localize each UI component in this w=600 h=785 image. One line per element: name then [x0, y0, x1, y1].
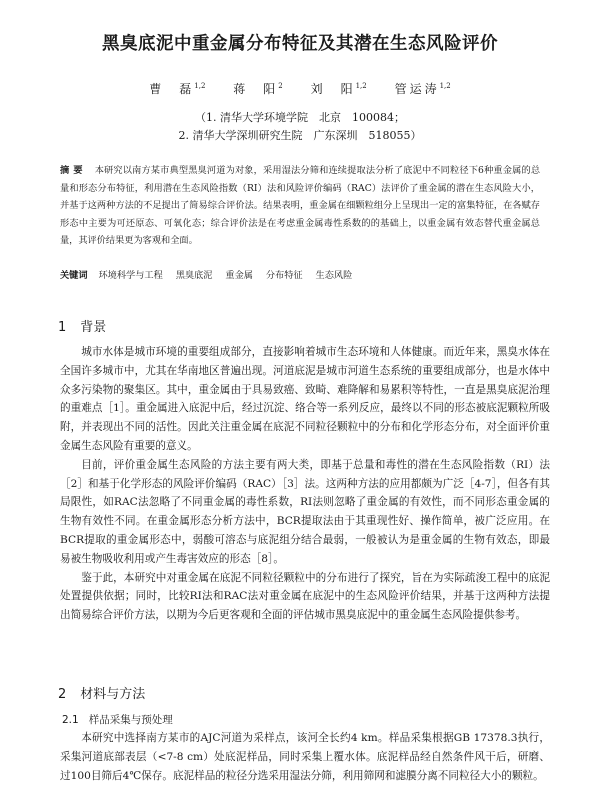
subsection-title: 样品采集与预处理: [88, 714, 173, 726]
author-affil-mark: 1,2: [355, 82, 367, 90]
author-4: [395, 82, 451, 96]
subsection-number: 2.1: [62, 714, 79, 726]
section-title: 材料与方法: [80, 687, 146, 702]
keyword: 黑臭底泥: [175, 270, 213, 281]
author-2: [233, 82, 282, 96]
author-affil-mark: 1,2: [439, 82, 451, 90]
keyword: 生态风险: [315, 270, 353, 281]
keywords-label: 关键词: [60, 270, 88, 281]
author-3: [311, 82, 367, 96]
author-affil-mark: 2: [278, 82, 283, 90]
subsection-heading: [62, 712, 173, 727]
paragraph: 本研究中选择南方某市的AJC河道为采样点，该河全长约4 km。样品采集根据GB 17378.3执行，采集河道底部表层（<7-8 cm）处底泥样品，同时采集上覆水体。底泥样品经自然条件风干后，研磨、过100目筛后4℃保存。底泥样品的粒径分选采用湿法分筛，利用筛网和滤膜分离不同粒径大小的颗粒。: [60, 732, 550, 782]
author-name: 管运涛: [394, 82, 440, 96]
paragraph: 目前，评价重金属生态风险的方法主要有两大类，即基于总量和毒性的潜在生态风险指数（RI）法［2］和基于化学形态的风险评价编码（RAC）［3］法。这两种方法的应用都颇为广泛［4-7］，但各有其局限性，如RAC法忽略了不同重金属的毒性系数，RI法则忽略了重金属的有效性，而不同形态重金属的生物有效性不同。在重金属形态分析方法中，BCR提取法由于其重现性好、操作简单，被广泛应用。在BCR提取的重金属形态中，弱酸可溶态与底泥组分结合最弱，一般被认为是重金属的生物有效态，即最易被生物吸收利用或产生毒害效应的形态［8］。: [60, 458, 550, 565]
abstract: [60, 162, 540, 250]
affiliation-1: （1. 清华大学环境学院 北京 100084；: [195, 111, 405, 124]
section-heading-methods: [58, 683, 145, 702]
keyword: 分布特征: [265, 270, 303, 281]
section-number: 1: [58, 320, 67, 335]
paper-title: 黑臭底泥中重金属分布特征及其潜在生态风险评价: [102, 34, 498, 54]
section-body-methods: [60, 729, 550, 785]
section-number: 2: [58, 687, 67, 702]
section-heading-background: [58, 316, 106, 335]
author-name: 曹 磊: [149, 82, 195, 96]
paragraph: 鉴于此，本研究中对重金属在底泥不同粒径颗粒中的分布进行了探究，旨在为实际疏浚工程中的底泥处置提供依据；同时，比较RI法和RAC法对重金属在底泥中的生态风险评价结果，并基于这两种方法提出简易综合评价方法，以期为今后更客观和全面的评估城市黑臭底泥中的重金属生态风险提供参考。: [60, 571, 550, 622]
author-1: [149, 82, 205, 96]
keyword: 重金属: [225, 270, 253, 281]
abstract-label: 摘要: [60, 165, 87, 176]
author-name: 刘 阳: [310, 82, 356, 96]
section-body-background: [60, 343, 550, 625]
abstract-text: 本研究以南方某市典型黑臭河道为对象，采用湿法分筛和连续提取法分析了底泥中不同粒径下6种重金属的总量和形态分布特征，利用潜在生态风险指数（RI）法和风险评价编码（RAC）法评价了重金属的潜在生态风险大小，并基于这两种方法的不足提出了简易综合评价法。结果表明，重金属在细颗粒组分上呈现出一定的富集特征，在各赋存形态中主要为可还原态、可氧化态；综合评价法是在考虑重金属毒性系数的的基础上，以重金属有效态替代重金属总量，其评价结果更为客观和全面。: [60, 165, 541, 247]
author-name: 蒋 阳: [233, 82, 279, 96]
keyword: 环境科学与工程: [98, 270, 163, 281]
author-affil-mark: 1,2: [194, 82, 206, 90]
keywords: [60, 267, 540, 281]
paragraph: 城市水体是城市环境的重要组成部分，直接影响着城市生态环境和人体健康。而近年来，黑臭水体在全国许多城市中，尤其在华南地区普遍出现。河道底泥是城市河道生态系统的重要组成部分，也是水体中众多污染物的聚集区。其中，重金属由于具易致癌、致畸、难降解和易累积等特性，一直是黑臭底泥治理的重难点［1］。重金属进入底泥中后，经过沉淀、络合等一系列反应，最终以不同的形态被底泥颗粒所吸附，并表现出不同的活性。因此关注重金属在底泥不同粒径颗粒中的分布和化学形态分布，对全面评价重金属生态风险有重要的意义。: [60, 346, 550, 452]
section-title: 背景: [80, 320, 107, 335]
affiliation-2: 2. 清华大学深圳研究生院 广东深圳 518055）: [178, 129, 422, 142]
author-list: [0, 80, 600, 97]
